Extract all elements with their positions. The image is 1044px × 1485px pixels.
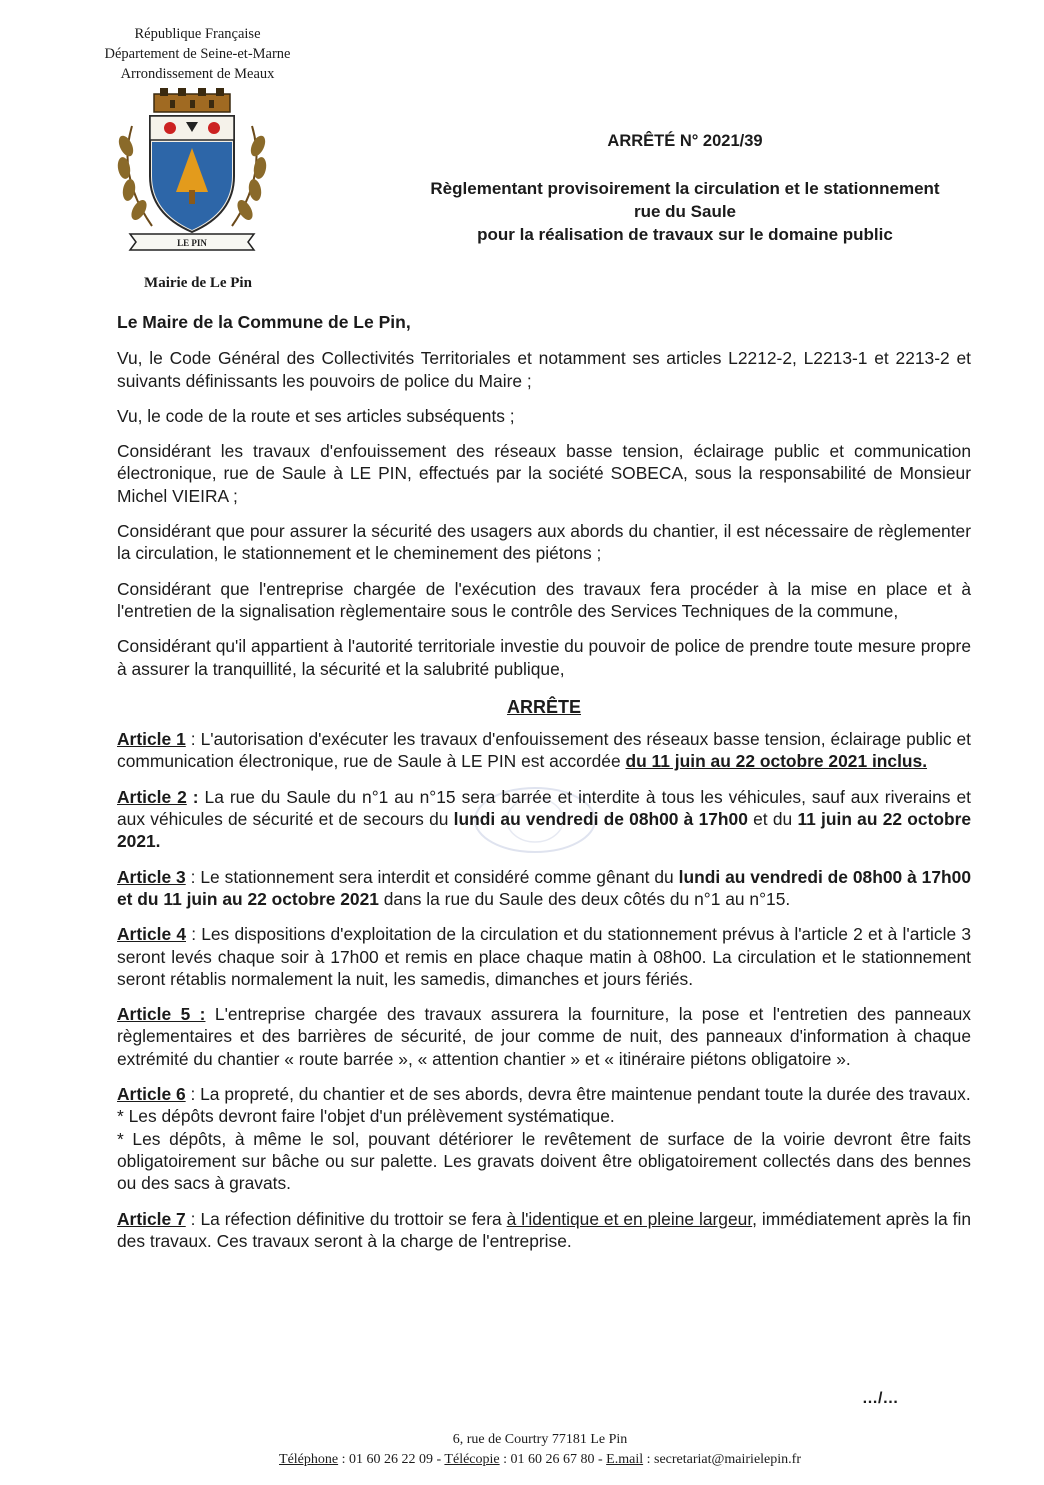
article-2-dates: 11 juin au 22 octobre 2021.	[117, 809, 972, 852]
article-6-bullet-1: * Les dépôts devront faire l'objet d'un prélèvement systématique.	[117, 1106, 615, 1127]
article-6-text: La propreté, du chantier et de ses abords, devra être maintenue pendant toute la durée des travaux.	[200, 1084, 971, 1105]
article-2-label: Article 2	[117, 786, 187, 807]
article-7-underlined: à l'identique et en pleine largeur	[506, 1208, 753, 1229]
article-6	[117, 1083, 971, 1194]
footer	[200, 1430, 880, 1470]
footer-tel-label: Téléphone	[279, 1452, 339, 1467]
article-3	[117, 866, 971, 911]
letterhead-arrondissement: Arrondissement de Meaux	[120, 66, 275, 82]
article-3-sep: :	[185, 866, 201, 887]
article-5-sep	[205, 1004, 214, 1024]
vu-cgct: Vu, le Code Général des Collectivités Territoriales et notamment ses articles L2212-2, L2213-1 et 2213-2 et suivants définissants les pouvoirs de police du Maire ;	[117, 348, 971, 391]
vu-code-route: Vu, le code de la route et ses articles subséquents ;	[117, 405, 515, 426]
article-4-label: Article 4	[117, 924, 186, 945]
letterhead-department: Département de Seine-et-Marne	[104, 46, 291, 62]
article-7-end: , immédiatement après la fin des travaux. Ces travaux seront à la charge de l'entreprise.	[117, 1208, 971, 1251]
considerant-4: Considérant qu'il appartient à l'autorité territoriale investie du pouvoir de police de prendre toute mesure propre à assurer la tranquillité, la sécurité et la salubrité publique,	[117, 636, 971, 679]
article-5-text: L'entreprise chargée des travaux assurera la fourniture, la pose et l'entretien des panneaux règlementaires et des barrières de sécurité, de jour comme de nuit, des panneaux d'information à chaque extrémité du chantier « route barrée », « attention chantier » et « itinéraire piétons obligatoire ».	[117, 1004, 971, 1069]
article-2-hours: lundi au vendredi de 08h00 à 17h00	[453, 809, 748, 830]
maire-heading: Le Maire de la Commune de Le Pin,	[117, 312, 411, 332]
mairie-label: Mairie de Le Pin	[144, 275, 252, 291]
article-1-label: Article 1	[117, 729, 186, 750]
footer-fax-label: Télécopie	[444, 1452, 500, 1467]
title-line-2: rue du Saule	[633, 202, 737, 221]
footer-contacts	[200, 1450, 880, 1470]
title-line-3: pour la réalisation de travaux sur le domaine public	[477, 225, 893, 244]
continuation-mark: …/…	[862, 1390, 899, 1407]
footer-mail-label: E.mail	[606, 1452, 644, 1467]
article-1-text: L'autorisation d'exécuter les travaux d'enfouissement des réseaux basse tension, éclairage public et communication électronique, rue de Saule à LE PIN est accordée	[117, 729, 972, 772]
article-1-dates: du 11 juin au 22 octobre 2021 inclus.	[625, 751, 928, 772]
article-3-label: Article 3	[117, 866, 186, 887]
article-4-sep: :	[186, 924, 202, 945]
title-block	[370, 132, 1000, 246]
footer-address: 6, rue de Courtry 77181 Le Pin	[452, 1432, 628, 1447]
article-2-text: La rue du Saule du n°1 au n°15 sera barrée et interdite à tous les véhicules, sauf aux riverains et aux véhicules de sécurité et de secours du	[117, 786, 971, 830]
article-7-label: Article 7	[117, 1208, 186, 1229]
article-4-text: Les dispositions d'exploitation de la circulation et du stationnement prévus à l'article 2 et à l'article 3 seront levés chaque soir à 17h00 et remis en place chaque matin à 08h00. La circulation et le stationnement seront rétablis normalement la nuit, les samedis, dimanches et jours fériés.	[117, 924, 971, 989]
letterhead-republic: République Française	[134, 26, 261, 42]
article-1	[117, 728, 971, 773]
article-7	[117, 1208, 971, 1253]
article-5-label: Article 5 :	[117, 1004, 206, 1025]
article-2-sep: :	[186, 786, 205, 807]
article-3-end: dans la rue du Saule des deux côtés du n°1 au n°15.	[378, 888, 791, 909]
article-3-hours: lundi au vendredi de 08h00 à 17h00 et du 11 juin au 22 octobre 2021	[117, 866, 971, 909]
svg-text:LE PIN: LE PIN	[177, 238, 207, 248]
article-2	[117, 786, 971, 853]
arrete-number: ARRÊTÉ N° 2021/39	[607, 132, 763, 150]
article-4	[117, 923, 971, 990]
footer-fax: : 01 60 26 67 80 -	[499, 1452, 607, 1467]
considerant-2: Considérant que pour assurer la sécurité des usagers aux abords du chantier, il est nécessaire de règlementer la circulation, le stationnement et le cheminement des piétons ;	[117, 521, 971, 564]
article-5	[117, 1003, 971, 1070]
article-3-text: Le stationnement sera interdit et considéré comme gênant du	[200, 866, 679, 887]
article-6-bullet-2: * Les dépôts, à même le sol, pouvant détériorer le revêtement de surface de la voirie devront être faits obligatoirement sur bâche ou sur palette. Les gravats doivent être obligatoirement collectés dans des bennes ou des sacs à gravats.	[117, 1128, 971, 1194]
title-line-1: Règlementant provisoirement la circulation et le stationnement	[430, 179, 940, 198]
coat-of-arms-emblem	[112, 86, 272, 254]
footer-tel: : 01 60 26 22 09 -	[338, 1452, 445, 1467]
document-body	[117, 311, 971, 1265]
article-7-sep: :	[185, 1208, 201, 1229]
article-2-mid: et du	[747, 809, 798, 830]
article-6-label: Article 6	[117, 1084, 186, 1105]
footer-mail: : secretariat@mairielepin.fr	[643, 1452, 801, 1467]
arrete-heading: ARRÊTE	[506, 696, 581, 717]
considerant-3: Considérant que l'entreprise chargée de l'exécution des travaux fera procéder à la mise en place et à l'entretien de la signalisation règlementaire sous le contrôle des Services Techniques de la commune,	[117, 578, 971, 621]
article-6-sep: :	[185, 1084, 201, 1105]
considerant-1: Considérant les travaux d'enfouissement des réseaux basse tension, éclairage public et communication électronique, rue de Saule à LE PIN, effectués par la société SOBECA, sous la responsabilité de Monsieur Michel VIEIRA ;	[117, 441, 971, 506]
article-1-sep: :	[185, 729, 201, 750]
article-7-text: La réfection définitive du trottoir se fera	[200, 1208, 507, 1229]
letterhead	[70, 24, 325, 84]
